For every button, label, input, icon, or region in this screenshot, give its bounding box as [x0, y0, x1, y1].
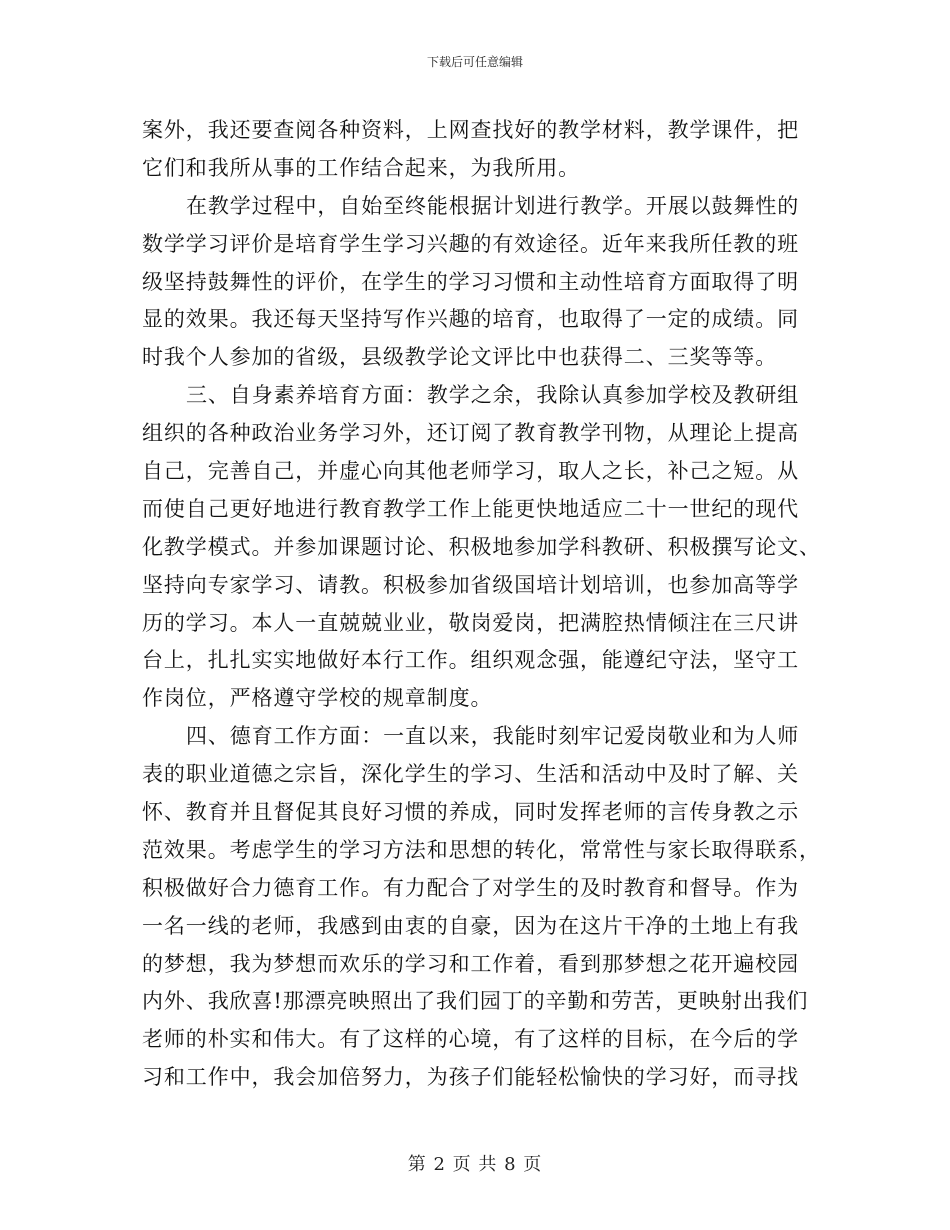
text-line: 化教学模式。并参加课题讨论、积极地参加学科教研、积极撰写论文、: [142, 534, 821, 559]
text-line: 内外、我欣喜!那漂亮映照出了我们园丁的辛勤和劳苦，更映射出我们: [142, 989, 809, 1014]
text-line: 时我个人参加的省级，县级教学论文评比中也获得二、三奖等等。: [142, 345, 778, 370]
body-text: [142, 112, 821, 1097]
text-line: 表的职业道德之宗旨，深化学生的学习、生活和活动中及时了解、关: [142, 762, 799, 787]
page-number: 第 2 页 共 8 页: [407, 1154, 543, 1175]
text-line: 一名一线的老师，我感到由衷的自豪，因为在这片干净的土地上有我: [142, 913, 799, 938]
text-line: 自己，完善自己，并虚心向其他老师学习，取人之长，补己之短。从: [142, 459, 799, 484]
text-line: 老师的朴实和伟大。有了这样的心境，有了这样的目标，在今后的学: [142, 1027, 799, 1052]
text-line: 习和工作中，我会加倍努力，为孩子们能轻松愉快的学习好，而寻找: [142, 1065, 799, 1090]
text-line: 显的效果。我还每天坚持写作兴趣的培育，也取得了一定的成绩。同: [142, 307, 799, 332]
page-header: 下载后可任意编辑: [426, 55, 523, 69]
text-line: 作岗位，严格遵守学校的规章制度。: [142, 686, 493, 711]
text-line: 它们和我所从事的工作结合起来，为我所用。: [142, 155, 580, 180]
text-line: 怀、教育并且督促其良好习惯的养成，同时发挥老师的言传身教之示: [142, 800, 799, 825]
text-line: 历的学习。本人一直兢兢业业，敬岗爱岗，把满腔热情倾注在三尺讲: [142, 610, 799, 635]
paragraph-start-line: 三、自身素养培育方面：教学之余，我除认真参加学校及教研组: [186, 383, 800, 408]
paragraph-start-line: 四、德育工作方面：一直以来，我能时刻牢记爱岗敬业和为人师: [186, 724, 800, 749]
text-line: 案外，我还要查阅各种资料，上网查找好的教学材料，教学课件，把: [142, 118, 799, 142]
text-line: 而使自己更好地进行教育教学工作上能更快地适应二十一世纪的现代: [142, 496, 799, 521]
text-line: 坚持向专家学习、请教。积极参加省级国培计划培训，也参加高等学: [142, 572, 799, 597]
text-line: 数学学习评价是培育学生学习兴趣的有效途径。近年来我所任教的班: [142, 231, 799, 256]
text-line: 的梦想，我为梦想而欢乐的学习和工作着，看到那梦想之花开遍校园: [142, 951, 799, 976]
text-line: 积极做好合力德育工作。有力配合了对学生的及时教育和督导。作为: [142, 875, 799, 900]
paragraph-start-line: 在教学过程中，自始至终能根据计划进行教学。开展以鼓舞性的: [186, 193, 800, 218]
text-line: 组织的各种政治业务学习外，还订阅了教育教学刊物，从理论上提高: [142, 421, 799, 446]
text-line: 台上，扎扎实实地做好本行工作。组织观念强，能遵纪守法，坚守工: [142, 648, 799, 673]
text-line: 级坚持鼓舞性的评价，在学生的学习习惯和主动性培育方面取得了明: [142, 269, 799, 294]
text-line: 范效果。考虑学生的学习方法和思想的转化，常常性与家长取得联系，: [142, 837, 821, 862]
